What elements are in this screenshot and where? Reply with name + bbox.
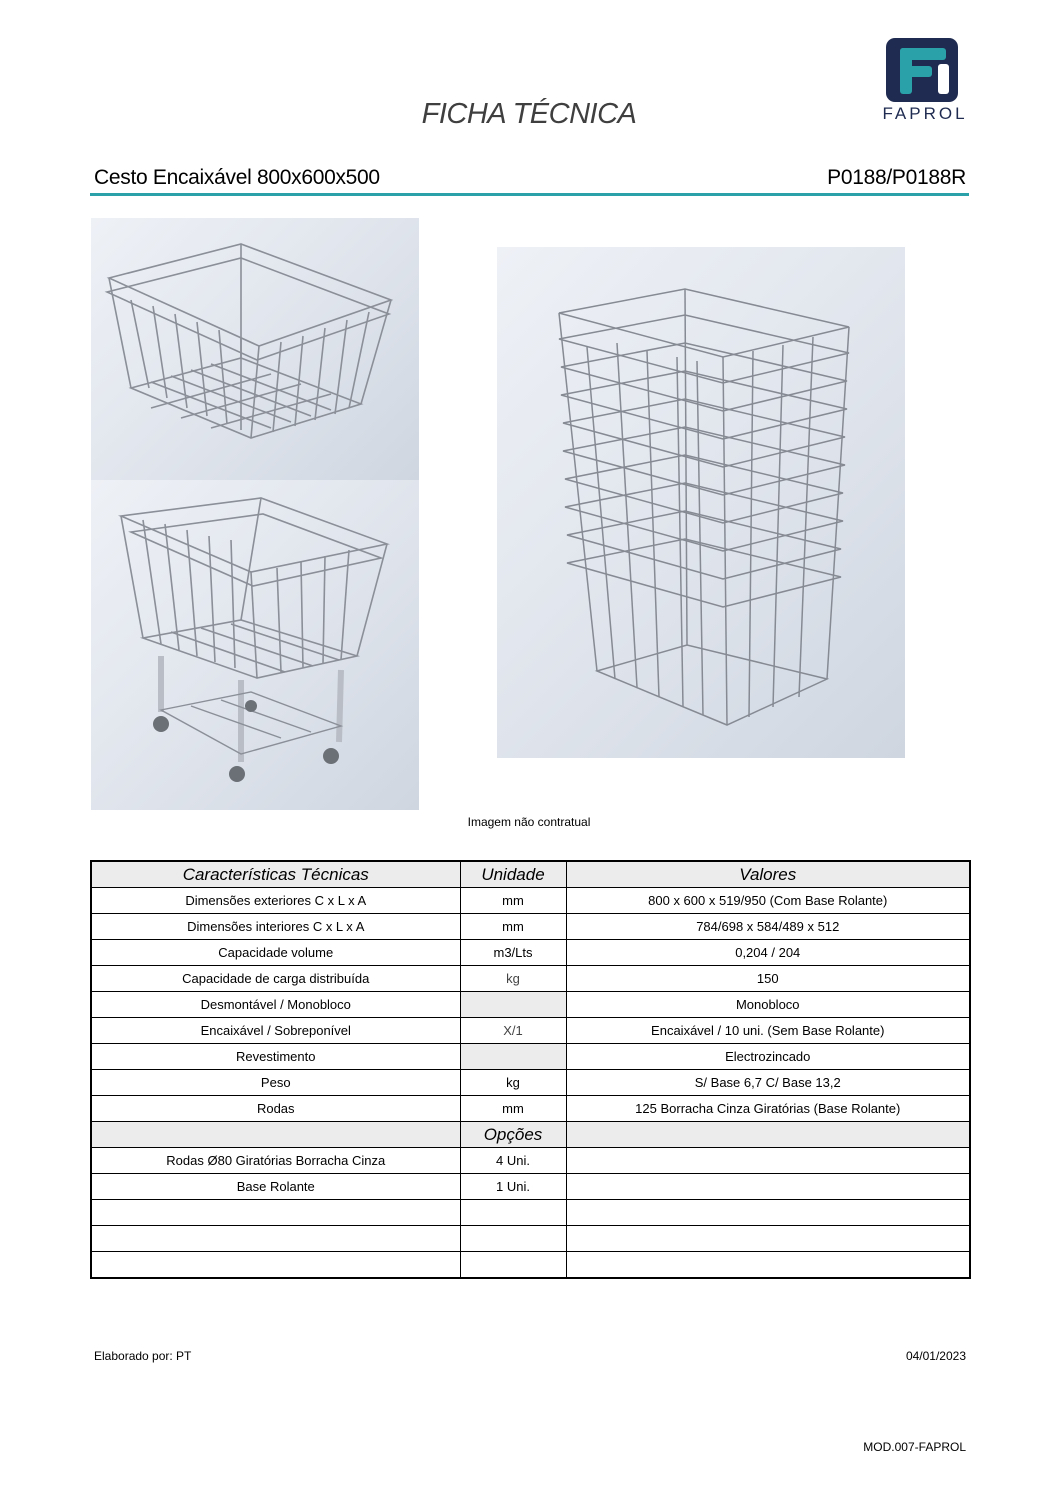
row-unit (460, 992, 566, 1018)
faprol-logo-icon (880, 36, 970, 106)
options-header-right (566, 1122, 970, 1148)
row-value: Monobloco (566, 992, 970, 1018)
row-label: Revestimento (91, 1044, 460, 1070)
empty-row (91, 1200, 970, 1226)
option-qty: 1 Uni. (460, 1174, 566, 1200)
row-value: 0,204 / 204 (566, 940, 970, 966)
row-unit: X/1 (460, 1018, 566, 1044)
options-header: Opções (460, 1122, 566, 1148)
option-value (566, 1148, 970, 1174)
basket-image (91, 218, 419, 480)
row-label: Encaixável / Sobreponível (91, 1018, 460, 1044)
basket-illustration (91, 218, 419, 480)
product-reference: P0188/P0188R (827, 166, 966, 189)
row-value: Electrozincado (566, 1044, 970, 1070)
document-date: 04/01/2023 (905, 1349, 966, 1363)
specifications-table (90, 860, 971, 1279)
option-label: Base Rolante (91, 1174, 460, 1200)
row-label: Capacidade de carga distribuída (91, 966, 460, 992)
faprol-logo (880, 36, 970, 128)
row-label: Dimensões exteriores C x L x A (91, 888, 460, 914)
form-code: MOD.007-FAPROL (863, 1440, 966, 1454)
image-caption: Imagem não contratual (467, 815, 591, 829)
table-header-row (91, 861, 970, 888)
product-name: Cesto Encaixável 800x600x500 (94, 166, 380, 189)
row-value: Encaixável / 10 uni. (Sem Base Rolante) (566, 1018, 970, 1044)
table-row (91, 1044, 970, 1070)
row-value: S/ Base 6,7 C/ Base 13,2 (566, 1070, 970, 1096)
option-row (91, 1148, 970, 1174)
option-qty: 4 Uni. (460, 1148, 566, 1174)
header-characteristics: Características Técnicas (91, 861, 460, 888)
row-unit: kg (460, 1070, 566, 1096)
logo-wordmark: FAPROL (882, 104, 968, 123)
row-label: Capacidade volume (91, 940, 460, 966)
table-row (91, 888, 970, 914)
row-value: 125 Borracha Cinza Giratórias (Base Rolante) (566, 1096, 970, 1122)
option-row (91, 1174, 970, 1200)
option-label: Rodas Ø80 Giratórias Borracha Cinza (91, 1148, 460, 1174)
options-header-row (91, 1122, 970, 1148)
row-unit: mm (460, 914, 566, 940)
stacked-baskets-image (497, 247, 905, 758)
row-unit: mm (460, 1096, 566, 1122)
table-row (91, 914, 970, 940)
empty-row (91, 1252, 970, 1279)
row-value: 150 (566, 966, 970, 992)
row-unit: mm (460, 888, 566, 914)
prepared-by: Elaborado por: PT (94, 1349, 192, 1363)
header-unit: Unidade (460, 861, 566, 888)
header-divider (90, 193, 969, 196)
options-header-left (91, 1122, 460, 1148)
row-label: Rodas (91, 1096, 460, 1122)
header-values: Valores (566, 861, 970, 888)
table-row (91, 1070, 970, 1096)
document-title: FICHA TÉCNICA (421, 98, 637, 130)
cart-illustration (91, 480, 419, 810)
row-label: Dimensões interiores C x L x A (91, 914, 460, 940)
table-row (91, 1018, 970, 1044)
table-row (91, 940, 970, 966)
basket-with-base-image (91, 480, 419, 810)
row-unit: m3/Lts (460, 940, 566, 966)
row-unit (460, 1044, 566, 1070)
table-row (91, 1096, 970, 1122)
stack-illustration (497, 247, 905, 758)
empty-row (91, 1226, 970, 1252)
row-unit: kg (460, 966, 566, 992)
row-label: Desmontável / Monobloco (91, 992, 460, 1018)
row-value: 800 x 600 x 519/950 (Com Base Rolante) (566, 888, 970, 914)
row-value: 784/698 x 584/489 x 512 (566, 914, 970, 940)
row-label: Peso (91, 1070, 460, 1096)
table-row (91, 966, 970, 992)
table-row (91, 992, 970, 1018)
option-value (566, 1174, 970, 1200)
